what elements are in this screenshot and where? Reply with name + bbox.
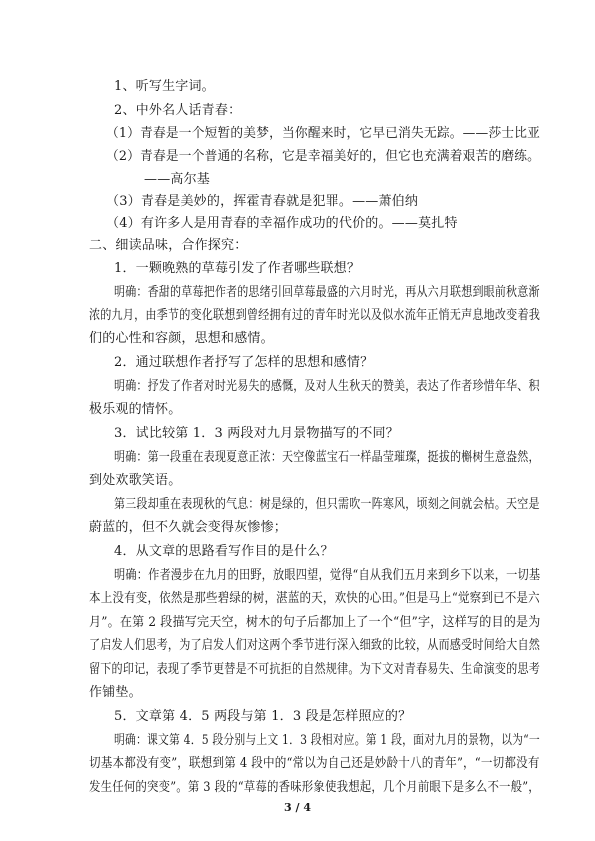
text-line: 明确：抒发了作者对时光易失的感慨，及对人生秋天的赞美，表达了作者珍惜年华、积: [114, 379, 540, 394]
question-line: 5．文章第 4．5 两段与第 1．3 段是怎样照应的？: [114, 709, 412, 724]
text-line: 本上没有变，依然是那些碧绿的树，湛蓝的天，欢快的心田。”但是马上“觉察到已不是六: [89, 591, 540, 606]
text-line: （4）有许多人是用青春的幸福作成功的代价的。——莫扎特: [106, 216, 458, 231]
question-line: 3．试比较第 1．3 两段对九月景物描写的不同？: [114, 426, 399, 441]
page-number: 3 / 4: [284, 801, 311, 814]
text-line: 明确：课文第 4．5 段分别与上文 1．3 段相对应。第 1 段，面对九月的景物，以为“一: [114, 733, 540, 748]
text-line: 明确：香甜的草莓把作者的思绪引回草莓最盛的六月时光，再从六月联想到眼前秋意渐: [114, 285, 540, 300]
text-line: 们的心性和容颜，思想和感情。: [89, 331, 274, 346]
text-line: 到处欢歌笑语。: [89, 473, 182, 488]
text-line: （3）青春是美妙的，挥霍青春就是犯罪。——萧伯纳: [106, 194, 419, 209]
question-line: 2．通过联想作者抒写了怎样的思想和感情？: [114, 355, 374, 370]
question-line: 4．从文章的思路看写作目的是什么？: [114, 544, 334, 559]
text-line: 发生任何的突变”。第 3 段的“草莓的香味形象使我想起，几个月前眼下是多么不一般”，: [89, 780, 540, 795]
section-heading: 二、细读品味，合作探究：: [89, 238, 248, 253]
text-line: 月”。在第 2 段描写完天空，树木的句子后都加上了一个“但”字，这样写的目的是为: [89, 615, 541, 630]
text-line: 2、中外名人话青春：: [114, 103, 242, 118]
text-line: 1、听写生字词。: [114, 79, 215, 94]
text-line: 明确：作者漫步在九月的田野，放眼四望，觉得“自从我们五月来到乡下以来，一切基: [114, 568, 541, 583]
text-line: 留下的印记，表现了季节更替是不可抗拒的自然规律。为下文对青春易失、生命演变的思考: [89, 662, 541, 677]
text-line: 极乐观的情怀。: [89, 402, 182, 417]
text-line: 明确：第一段重在表现夏意正浓：天空像蓝宝石一样晶莹璀璨，挺拔的槲树生意盎然，: [114, 450, 540, 465]
text-line: ——高尔基: [144, 172, 211, 187]
text-line: 蔚蓝的，但不久就会变得灰惨惨；: [89, 520, 288, 535]
question-line: 1．一颗晚熟的草莓引发了作者哪些联想？: [114, 261, 361, 276]
text-line: （2）青春是一个普通的名称，它是幸福美好的，但它也充满着艰苦的磨练。: [106, 149, 541, 164]
text-line: 作铺垫。: [89, 685, 142, 700]
text-line: （1）青春是一个短暂的美梦，当你醒来时，它早已消失无踪。——莎士比亚: [106, 126, 541, 141]
text-line: 了启发人们思考，为了启发人们对这两个季节进行深入细致的比较，从而感受时间给大自然: [89, 638, 541, 653]
text-line: 浓的九月，由季节的变化联想到曾经拥有过的青年时光以及似水流年正悄无声息地改变着我: [89, 308, 541, 323]
text-line: 切基本都没有变”，联想到第 4 段中的“常以为自己还是妙龄十八的青年”，“一切都没有: [89, 756, 540, 771]
text-line: 第三段却重在表现秋的气息：树是绿的，但只需吹一阵寒风，顷刻之间就会枯。天空是: [114, 497, 540, 512]
